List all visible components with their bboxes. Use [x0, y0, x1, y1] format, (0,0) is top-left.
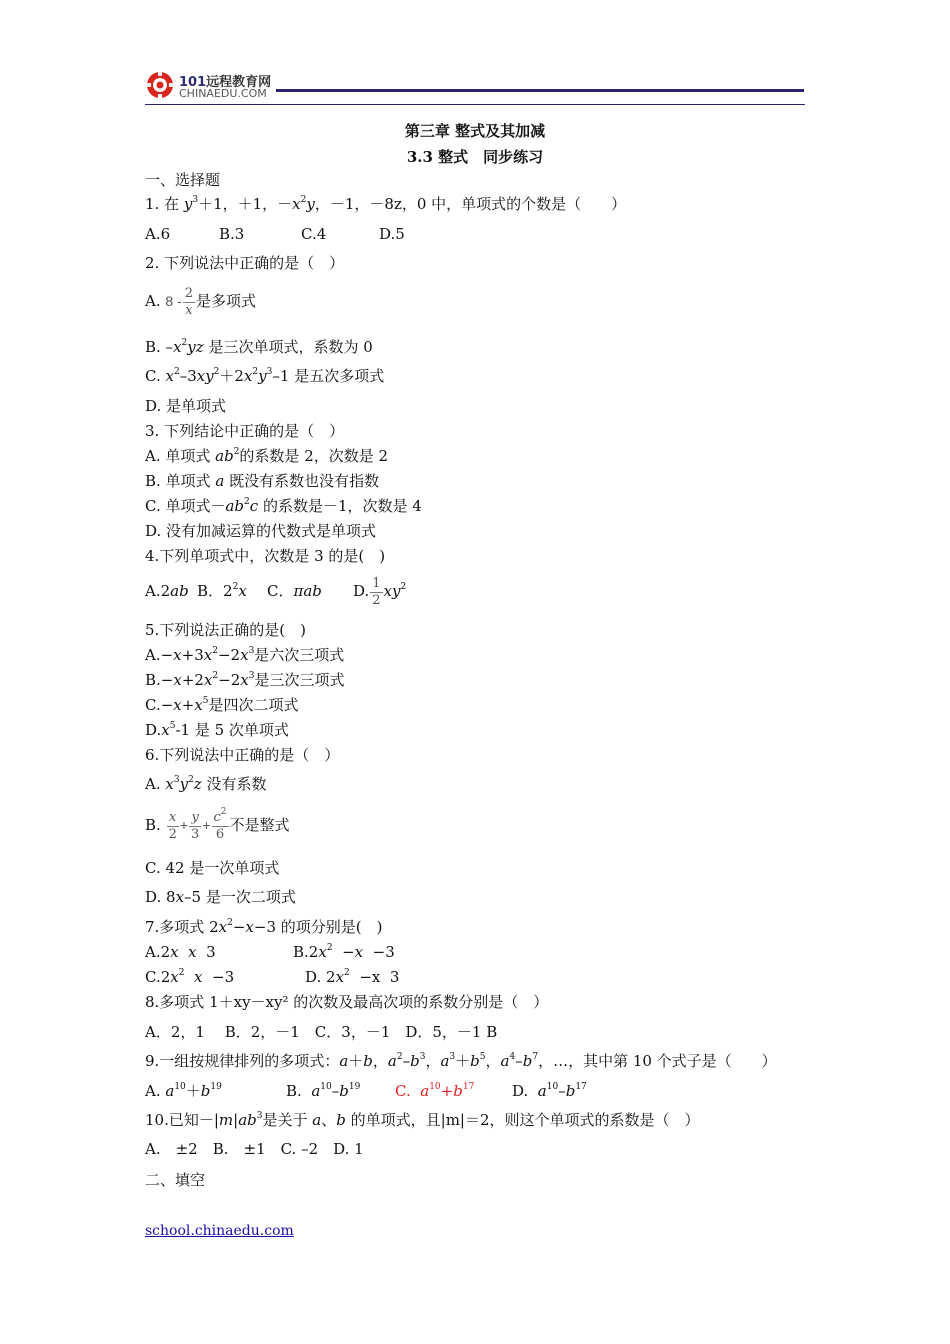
header-rule-thin	[145, 104, 805, 105]
fraction-y-over-3: $\frac{y}{3}$	[191, 809, 200, 842]
q9-option-c-answer[interactable]: C. $a^{10}+b^{17}$	[395, 1082, 475, 1100]
question-1-stem: 1. 在 $y^3+1$，＋1，$-x^2y$，－1，－8z，0 中，单项式的个数是（ ）	[145, 195, 627, 213]
question-5-option-d[interactable]: $D.x^5-1$ 是 5 次单项式	[145, 721, 289, 739]
question-2-stem: 2. 下列说法中正确的是（ ）	[145, 254, 345, 272]
q4-option-a[interactable]: A.2ab	[145, 582, 189, 600]
question-9-stem: 9.一组按规律排列的多项式：a＋b，$a^2-b^3$，$a^3+b^5$，$a^4-b^7$，…，其中第 10 个式子是（ ）	[145, 1052, 777, 1070]
q7-option-b[interactable]: $B.2x^2 -x -3$	[293, 943, 395, 961]
question-8-stem: 8.多项式 1＋xy－xy² 的次数及最高次项的系数分别是（ ）	[145, 993, 549, 1011]
q1-option-d[interactable]: D.5	[379, 225, 405, 243]
question-7-stem: 7.多项式 $2x^2-x-3$ 的项分别是( )	[145, 918, 383, 936]
question-5-option-c[interactable]: $C.-x+x^5$是四次二项式	[145, 696, 299, 714]
question-4-stem: 4.下列单项式中，次数是 3 的是( )	[145, 547, 386, 565]
q1-option-c[interactable]: C.4	[301, 225, 327, 243]
q1-option-b[interactable]: B.3	[219, 225, 245, 243]
question-7-options-row1	[145, 942, 395, 962]
question-5-stem: 5.下列说法正确的是( )	[145, 621, 307, 639]
question-3-option-d[interactable]: D. 没有加减运算的代数式是单项式	[145, 522, 377, 540]
question-2-option-b[interactable]: B. $-x^2yz$ 是三次单项式，系数为 0	[145, 338, 373, 356]
question-1-options	[145, 224, 405, 244]
q9-option-d[interactable]: D. $a^{10}-b^{17}$	[512, 1082, 587, 1100]
question-2-option-c[interactable]: C. $x^2-3xy^2+2x^2y^3-1$ 是五次多项式	[145, 367, 385, 385]
q7-option-a[interactable]: A.2x x 3	[145, 943, 216, 961]
footer-school-link[interactable]: school.chinaedu.com	[145, 1223, 294, 1239]
chinaedu-logo[interactable]	[145, 70, 275, 102]
question-8-options[interactable]: A．2，1 B．2，－1 C．3，－1 D．5，－1 B	[145, 1023, 498, 1041]
q4-option-b[interactable]: B．$2^2x$	[197, 582, 247, 600]
q9-option-a[interactable]: A. $a^{10}+b^{19}$	[145, 1082, 222, 1100]
question-4-options	[145, 572, 406, 610]
fraction-2-over-x: $\frac{2}{x}$	[184, 285, 193, 318]
question-3-stem: 3. 下列结论中正确的是（ ）	[145, 422, 345, 440]
question-6-option-a[interactable]: A. $x^3y^2z$ 没有系数	[145, 775, 267, 793]
question-10-stem: 10.已知$-|m|ab^3$是关于 a、b 的单项式，且|m|＝2，则这个单项式的系数是（ ）	[145, 1111, 700, 1129]
q4-option-d[interactable]: D. $\frac{1}{2}$ $xy^2$	[353, 575, 407, 608]
question-6-option-b[interactable]: B. $\frac{x}{2}$ + $\frac{y}{3}$ + $\frac{c^2}{6}$ 不是整式	[145, 807, 290, 842]
question-10-options[interactable]: A. ±2 B. ±1 C. –2 D. 1	[145, 1140, 364, 1158]
question-3-option-b[interactable]: B. 单项式 a 既没有系数也没有指数	[145, 472, 380, 490]
q7-option-c[interactable]: $C.2x^2$ x −3	[145, 968, 235, 986]
q9-option-b[interactable]: B. $a^{10}-b^{19}$	[286, 1082, 361, 1100]
question-6-option-d[interactable]: D. 8x–5 是一次二项式	[145, 888, 296, 906]
q7-option-d[interactable]: D. $2x^2 -x$ 3	[305, 968, 400, 986]
question-3-option-c[interactable]: C. 单项式$-ab^2c$ 的系数是－1，次数是 4	[145, 497, 422, 515]
fraction-c2-over-6: $\frac{c^2}{6}$	[213, 807, 227, 842]
question-6-option-c[interactable]: C. 42 是一次单项式	[145, 859, 280, 877]
question-3-option-a[interactable]: A. 单项式 $ab^2$的系数是 2，次数是 2	[145, 447, 389, 465]
logo-english-text: CHINAEDU.COM	[179, 87, 267, 100]
question-7-options-row2	[145, 967, 399, 987]
question-5-option-b[interactable]: $B.-x+2x^2-2x^3$是三次三项式	[145, 671, 345, 689]
q4-option-c[interactable]: C．πab	[267, 582, 322, 600]
header-rule-thick	[276, 89, 804, 92]
section-heading-fill: 二、填空	[145, 1171, 206, 1189]
logo-mark-icon	[145, 70, 175, 100]
logo-chinese-text: 101远程教育网	[179, 75, 272, 90]
q1-option-a[interactable]: A.6	[145, 225, 171, 243]
chapter-title: 第三章 整式及其加减	[404, 122, 546, 140]
question-5-option-a[interactable]: $A.-x+3x^2-2x^3$是六次三项式	[145, 646, 345, 664]
section-heading-choice: 一、选择题	[145, 171, 221, 189]
question-9-options	[145, 1081, 587, 1101]
section-subtitle: 3.3 整式 同步练习	[406, 148, 544, 166]
fraction-x-over-2: $\frac{x}{2}$	[168, 809, 177, 842]
question-2-option-a[interactable]: A. 8 - $\frac{2}{x}$ 是多项式	[145, 285, 257, 318]
question-6-stem: 6.下列说法中正确的是（ ）	[145, 746, 340, 764]
question-2-option-d[interactable]: D. 是单项式	[145, 397, 227, 415]
fraction-1-over-2: $\frac{1}{2}$	[372, 575, 381, 608]
